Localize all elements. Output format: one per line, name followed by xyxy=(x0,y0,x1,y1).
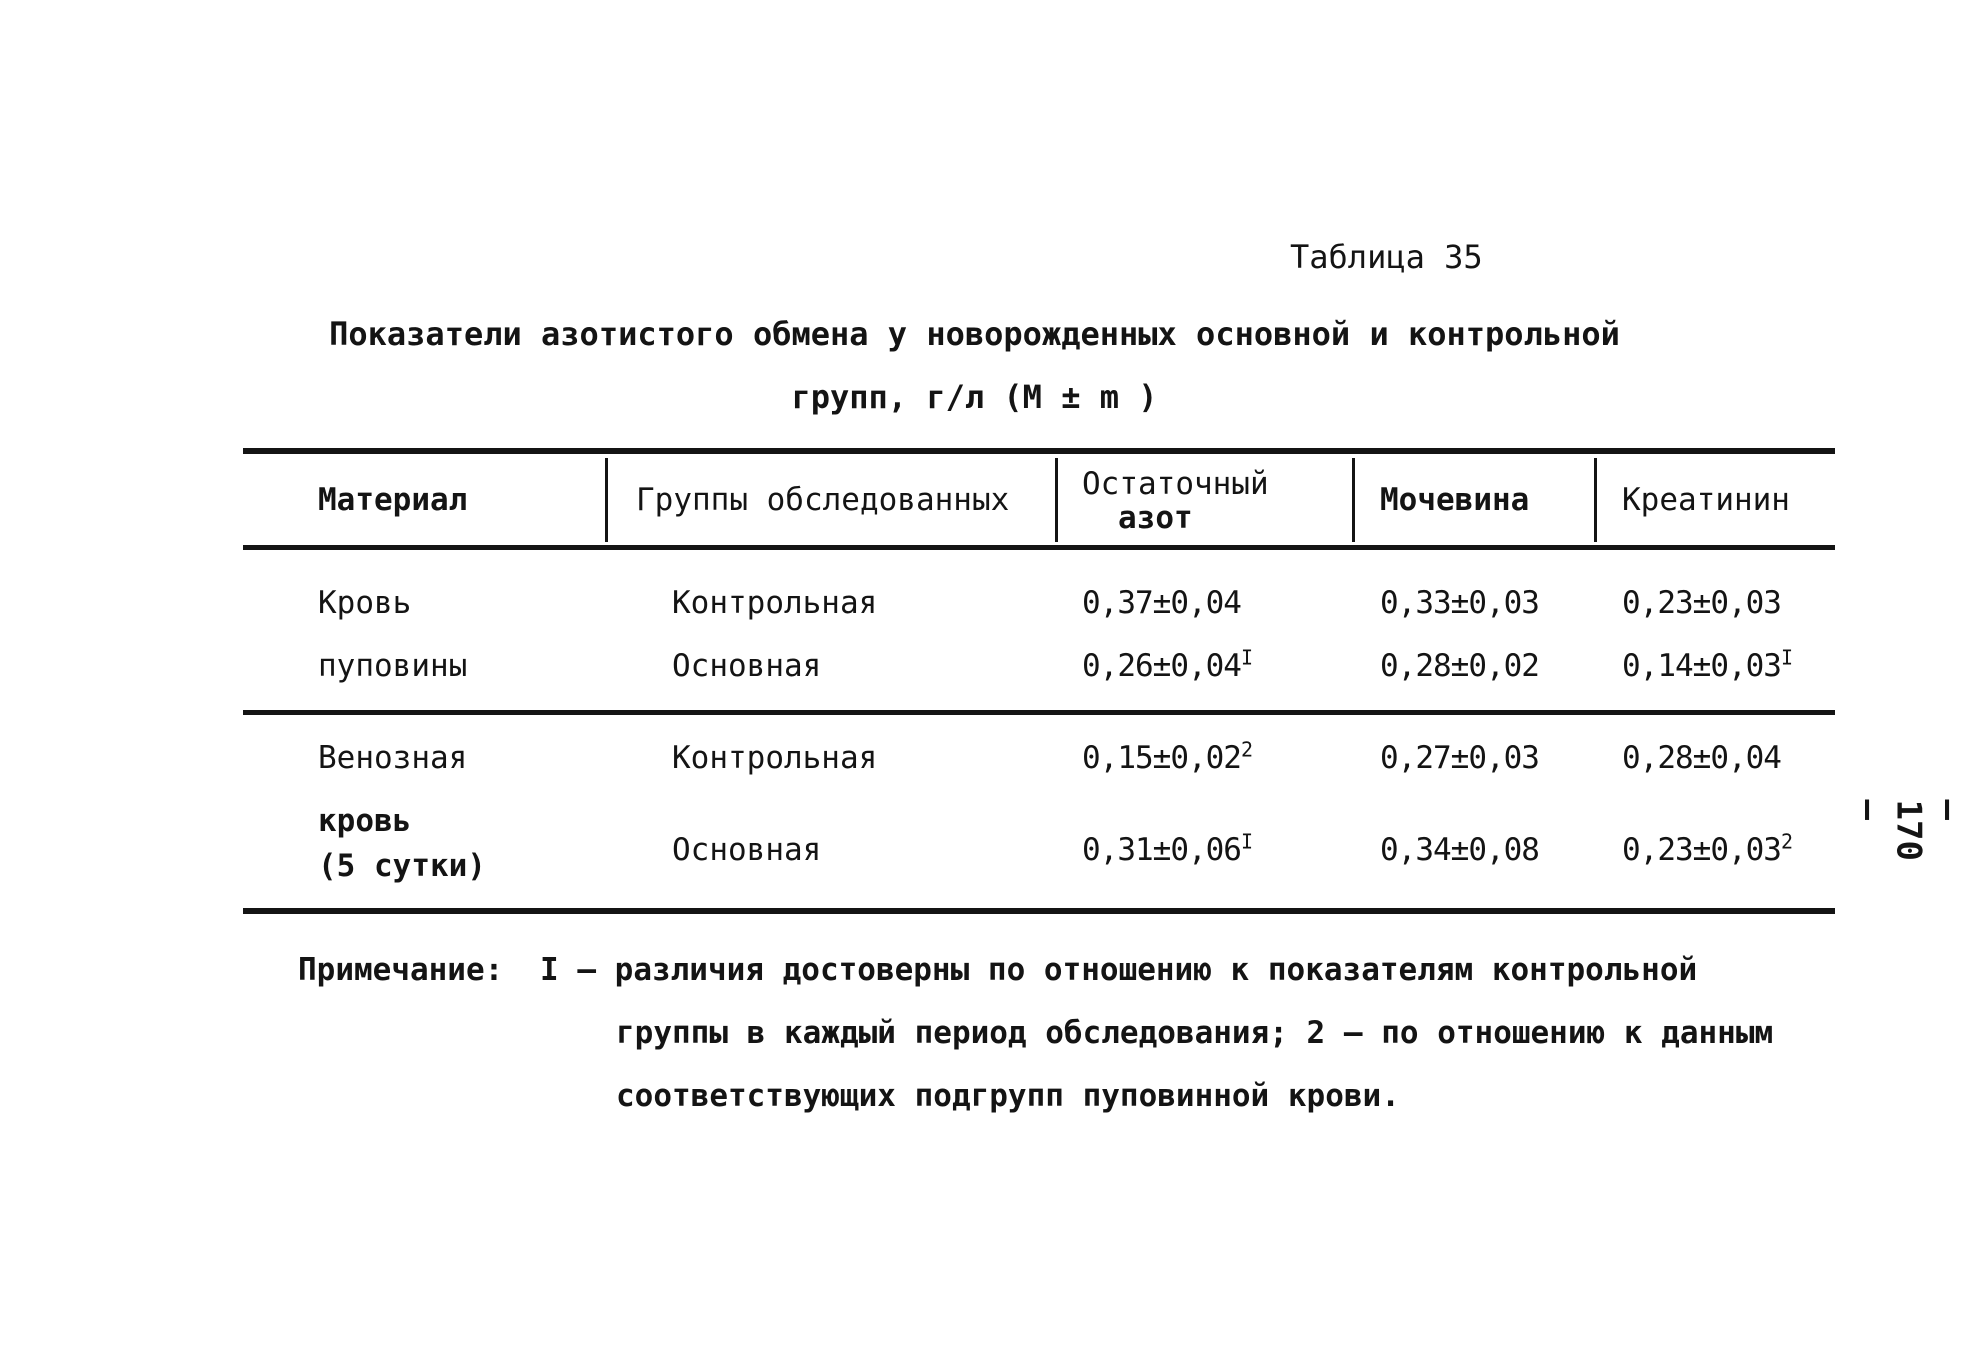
header-residual-nitrogen-line-1: Остаточный xyxy=(1082,466,1269,502)
material-cord-blood-line-1: Кровь xyxy=(318,585,412,621)
group-main: Основная xyxy=(672,648,822,684)
material-cord-blood-line-2: пуповины xyxy=(318,648,468,684)
urea-value: 0,34±0,08 xyxy=(1380,832,1539,868)
section-divider-rule xyxy=(243,710,1835,715)
urea-value: 0,33±0,03 xyxy=(1380,585,1539,621)
residual-nitrogen-value: $0,31\pm 0,06^I$ xyxy=(1082,829,1253,868)
header-material: Материал xyxy=(318,482,468,518)
table-label: Таблица 35 xyxy=(1290,238,1483,276)
note-line-2: группы в каждый период обследования; 2 – по отношению к данным xyxy=(616,1015,1774,1051)
table-title-line-1: Показатели азотистого обмена у новорожденных основной и контрольной xyxy=(329,315,1620,353)
note-label: Примечание: xyxy=(298,952,504,988)
material-venous-blood-line-3: (5 сутки) xyxy=(318,848,486,884)
table-title-line-2: групп, г/л (М ± m ) xyxy=(791,378,1158,416)
residual-nitrogen-value: $0,26\pm 0,04^I$ xyxy=(1082,645,1253,684)
header-urea: Мочевина xyxy=(1380,482,1530,518)
note-line-1: I – различия достоверны по отношению к показателям контрольной xyxy=(540,952,1698,988)
material-venous-blood-line-1: Венозная xyxy=(318,740,468,776)
page-number: – 170 – xyxy=(1848,799,1969,861)
urea-value: 0,27±0,03 xyxy=(1380,740,1539,776)
group-control: Контрольная xyxy=(672,740,878,776)
group-control: Контрольная xyxy=(672,585,878,621)
header-residual-nitrogen-line-2: азот xyxy=(1118,500,1193,536)
creatinine-value: $0,23\pm 0,03^2$ xyxy=(1622,829,1793,868)
creatinine-value: $0,14\pm 0,03^I$ xyxy=(1622,645,1793,684)
urea-value: 0,28±0,02 xyxy=(1380,648,1539,684)
group-main: Основная xyxy=(672,832,822,868)
table-bottom-rule xyxy=(243,908,1835,914)
residual-nitrogen-value: 0,37±0,04 xyxy=(1082,585,1241,621)
header-groups: Группы обследованных xyxy=(636,482,1010,518)
table-top-rule xyxy=(243,448,1835,454)
creatinine-value: 0,28±0,04 xyxy=(1622,740,1781,776)
header-bottom-rule xyxy=(243,545,1835,550)
creatinine-value: 0,23±0,03 xyxy=(1622,585,1781,621)
note-line-3: соответствующих подгрупп пуповинной крови. xyxy=(616,1078,1400,1114)
material-venous-blood-line-2: кровь xyxy=(318,803,412,839)
header-creatinine: Креатинин xyxy=(1622,482,1790,518)
residual-nitrogen-value: $0,15\pm 0,02^2$ xyxy=(1082,737,1253,776)
